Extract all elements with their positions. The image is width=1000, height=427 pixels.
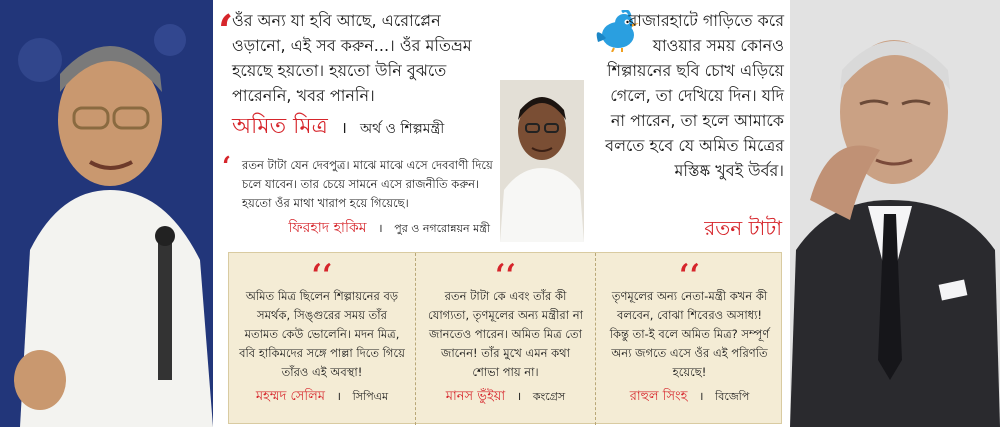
main-quote-text: ওঁর অন্য যা হবি আছে, এরোপ্লেন ওড়ানো, এই সব করুন...। ওঁর মতিভ্রম হয়েছে হয়তো। হয়তো উনি বুঝতে পারেননি, খবর পাননি। bbox=[232, 11, 472, 105]
portrait-illustration bbox=[790, 0, 1000, 427]
reaction-signature bbox=[606, 387, 773, 406]
photo-ratan-tata bbox=[790, 0, 1000, 427]
separator: । bbox=[336, 389, 341, 403]
second-quote-signature bbox=[242, 219, 496, 238]
tweet-quote-speaker: রতন টাটা bbox=[704, 216, 782, 240]
tweet-quote-text: রাজারহাটে গাড়িতে করে যাওয়ার সময় কোনও শিল্পায়নের ছবি চোখ এড়িয়ে গেলে, তা দেখিয়ে দিন। যদি না পারেন, তা হলে আমাকে বলতে হবে যে অমিত মিত্রের মস্তিষ্ক খুবই উর্বর। bbox=[605, 11, 784, 180]
reaction-card bbox=[229, 253, 415, 425]
reaction-card bbox=[595, 253, 783, 425]
second-quote-role: পুর ও নগরোন্নয়ন মন্ত্রী bbox=[394, 222, 490, 235]
reaction-text: অমিত মিত্র ছিলেন শিল্পায়নের বড় সমর্থক, সিঙ্গুরের সময় তাঁর মতামত কেউ ভোলেনি। মদন মিত্র, ববি হাকিমদের সঙ্গে পাল্লা দিতে গিয়ে তাঁরও এই অবস্থা! bbox=[239, 289, 405, 379]
second-quote-speaker: ফিরহাদ হাকিম bbox=[288, 220, 367, 236]
reaction-speaker: মহম্মদ সেলিম bbox=[255, 389, 325, 404]
reaction-party: কংগ্রেস bbox=[532, 390, 566, 403]
reaction-signature bbox=[239, 387, 405, 406]
reaction-party: বিজেপি bbox=[715, 390, 750, 403]
main-quote bbox=[232, 8, 492, 142]
reaction-text: রতন টাটা কে এবং তাঁর কী যোগ্যতা, তৃণমূলের অন্য মন্ত্রীরা না জানতেও পারেন। অমিত মিত্র তো জানেন! তাঁর মুখে এমন কথা শোভা পায় না। bbox=[428, 289, 583, 379]
quote-mark: ‘‘ bbox=[495, 258, 516, 293]
reaction-speaker: মানস ভুঁইয়া bbox=[445, 389, 506, 404]
reaction-text: তৃণমূলের অন্য নেতা-মন্ত্রী কখন কী বলবেন, বোঝা শিবেরও অসাধ্য! কিন্তু তা-ই বলে অমিত মিত্র? সম্পূর্ণ অন্য জগতে এসে ওঁর এই পরিণতি হয়েছে! bbox=[609, 289, 770, 379]
quote-mark: ‘ bbox=[218, 6, 234, 57]
reaction-speaker: রাহুল সিংহ bbox=[629, 389, 688, 404]
quote-mark: ‘‘ bbox=[679, 258, 700, 293]
second-quote-text: রতন টাটা যেন দেবপুত্র। মাঝে মাঝে এসে দেববাণী দিয়ে চলে যাবেন। তার চেয়ে সামনে এসে রাজনীতি করুন। হয়তো ওঁর মাথা খারাপ হয়ে গিয়েছে। bbox=[242, 158, 493, 210]
photo-amit-mitra bbox=[0, 0, 213, 427]
portrait-illustration bbox=[0, 0, 213, 427]
reaction-card bbox=[415, 253, 595, 425]
second-quote bbox=[228, 156, 496, 238]
main-quote-role: অর্থ ও শিল্পমন্ত্রী bbox=[360, 121, 445, 137]
quote-mark: ‘‘ bbox=[311, 258, 333, 293]
portrait-illustration bbox=[500, 80, 584, 242]
separator: । bbox=[378, 221, 383, 235]
separator: । bbox=[340, 118, 347, 137]
quote-mark-small: ‘ bbox=[222, 152, 232, 182]
photo-firhad-hakim bbox=[498, 78, 586, 244]
reaction-party: সিপিএম bbox=[352, 390, 389, 403]
main-quote-signature bbox=[232, 114, 492, 142]
separator: । bbox=[699, 389, 704, 403]
main-quote-speaker: অমিত মিত্র bbox=[232, 114, 328, 139]
reaction-signature bbox=[426, 387, 585, 406]
reactions-panel bbox=[228, 252, 782, 424]
tweet-quote bbox=[604, 8, 784, 183]
separator: । bbox=[516, 389, 522, 403]
